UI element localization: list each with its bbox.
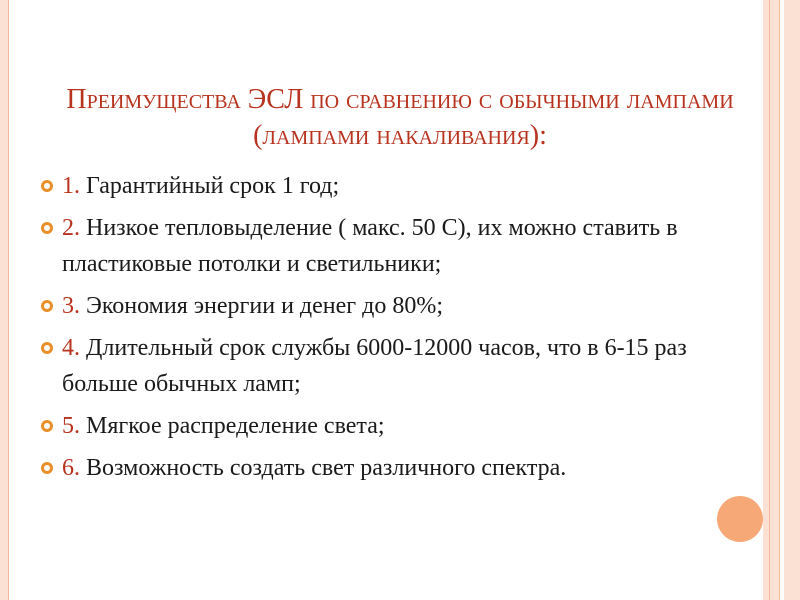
item-text: Низкое тепловыделение ( макс. 50 С), их можно ставить в пластиковые потолки и светильники; xyxy=(62,215,678,277)
item-text: Возможность создать свет различного спектра. xyxy=(80,455,567,481)
item-number: 4. xyxy=(62,335,80,361)
item-number: 5. xyxy=(62,413,80,439)
item-number: 3. xyxy=(62,293,80,319)
item-text: Мягкое распределение света; xyxy=(80,413,385,439)
list-item xyxy=(40,450,750,486)
list-item xyxy=(40,288,750,324)
bullet-icon xyxy=(40,221,54,235)
bullet-icon xyxy=(40,461,54,475)
advantages-list xyxy=(40,168,750,492)
left-decor-line xyxy=(8,0,9,600)
list-item xyxy=(40,408,750,444)
bullet-icon xyxy=(40,341,54,355)
item-text: Гарантийный срок 1 год; xyxy=(80,173,340,199)
list-item xyxy=(40,210,750,282)
right-decor-stripe-3 xyxy=(784,0,800,600)
item-number: 6. xyxy=(62,455,80,481)
item-text: Длительный срок службы 6000-12000 часов, что в 6-15 раз больше обычных ламп; xyxy=(62,335,687,397)
list-item xyxy=(40,168,750,204)
slide-title: Преимущества ЭСЛ по сравнению с обычными лампами (лампами накаливания): xyxy=(66,84,734,151)
right-decor-stripe-2 xyxy=(770,0,779,600)
decor-circle xyxy=(717,496,763,542)
left-decor-stripe xyxy=(0,0,8,600)
list-item xyxy=(40,330,750,402)
right-decor-line-2 xyxy=(779,0,780,600)
bullet-icon xyxy=(40,179,54,193)
bullet-icon xyxy=(40,299,54,313)
item-number: 2. xyxy=(62,215,80,241)
item-text: Экономия энергии и денег до 80%; xyxy=(80,293,443,319)
bullet-icon xyxy=(40,419,54,433)
item-number: 1. xyxy=(62,173,80,199)
